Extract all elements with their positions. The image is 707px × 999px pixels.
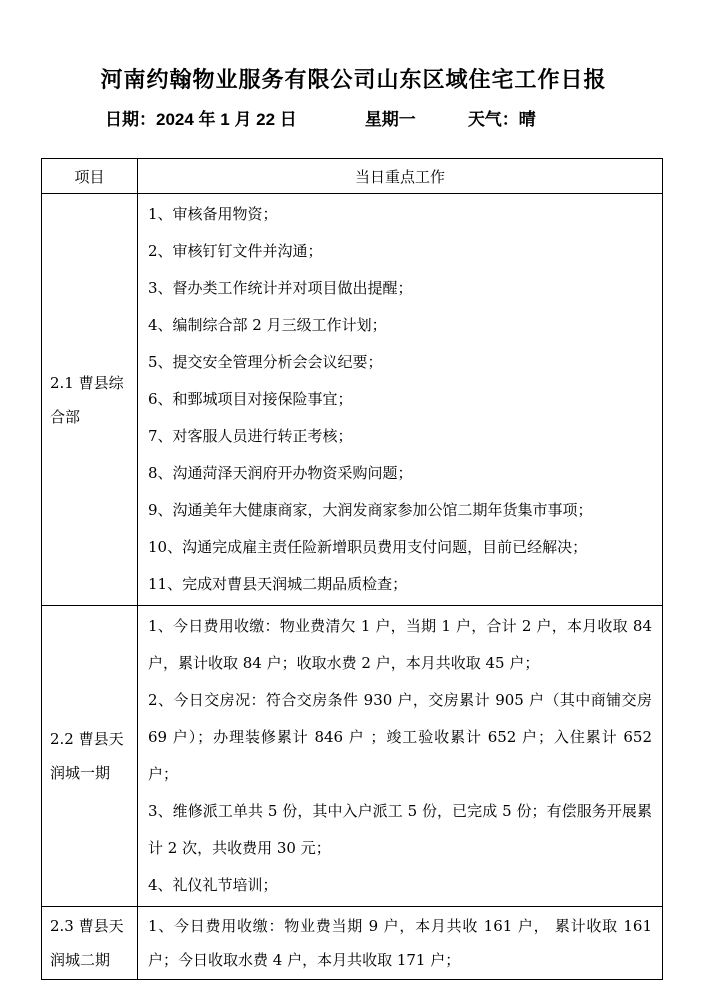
work-item: 2、今日交房况：符合交房条件 930 户，交房累计 905 户（其中商铺交房 69 户）；办理装修累计 846 户 ；竣工验收累计 652 户；入住累计 652 户； <box>148 691 652 783</box>
work-item: 1、今日费用收缴：物业费清欠 1 户，当期 1 户，合计 2 户，本月收取 84 户，累计收取 84 户；收取水费 2 户，本月共收取 45 户； <box>148 617 652 672</box>
report-table <box>41 158 663 980</box>
work-item: 7、对客服人员进行转正考核； <box>148 427 353 445</box>
work-item: 9、沟通美年大健康商家，大润发商家参加公馆二期年货集市事项； <box>148 501 593 519</box>
work-cell <box>138 194 663 606</box>
work-item: 4、编制综合部 2 月三级工作计划； <box>148 316 387 334</box>
table-header-project: 项目 <box>42 159 138 194</box>
project-cell: 2.3 曹县天润城二期 <box>42 907 138 980</box>
work-item: 5、提交安全管理分析会会议纪要； <box>148 353 383 371</box>
work-item: 11、完成对曹县天润城二期品质检查； <box>148 575 408 593</box>
table-row <box>42 606 663 907</box>
project-cell: 2.1 曹县综合部 <box>42 194 138 606</box>
table-header-row <box>42 159 663 194</box>
weekday-field: 星期一 <box>364 110 416 129</box>
work-cell <box>138 907 663 980</box>
work-item: 2、审核钉钉文件并沟通； <box>148 242 323 260</box>
date-field: 日期：2024 年 1 月 22 日 <box>105 110 297 129</box>
project-cell: 2.2 曹县天润城一期 <box>42 606 138 907</box>
work-item: 3、督办类工作统计并对项目做出提醒； <box>148 279 413 297</box>
document-title: 河南约翰物业服务有限公司山东区域住宅工作日报 <box>100 67 607 92</box>
work-item: 3、维修派工单共 5 份，其中入户派工 5 份，已完成 5 份；有偿服务开展累计 2 次，共收费用 30 元； <box>148 802 652 857</box>
table-header-work: 当日重点工作 <box>138 159 663 194</box>
weather-field: 天气：晴 <box>467 110 536 129</box>
table-row <box>42 194 663 606</box>
meta-line <box>105 108 707 132</box>
table-row <box>42 907 663 980</box>
work-item: 4、礼仪礼节培训； <box>148 876 278 894</box>
work-item: 1、审核备用物资； <box>148 205 278 223</box>
work-cell <box>138 606 663 907</box>
work-item: 6、和鄄城项目对接保险事宜； <box>148 390 353 408</box>
work-item: 1、今日费用收缴：物业费当期 9 户，本月共收 161 户， 累计收取 161 户；今日收取水费 4 户，本月共收取 171 户； <box>148 917 652 969</box>
work-item: 8、沟通菏泽天润府开办物资采购问题； <box>148 464 413 482</box>
work-item: 10、沟通完成雇主责任险新增职员费用支付问题，目前已经解决； <box>148 538 588 556</box>
